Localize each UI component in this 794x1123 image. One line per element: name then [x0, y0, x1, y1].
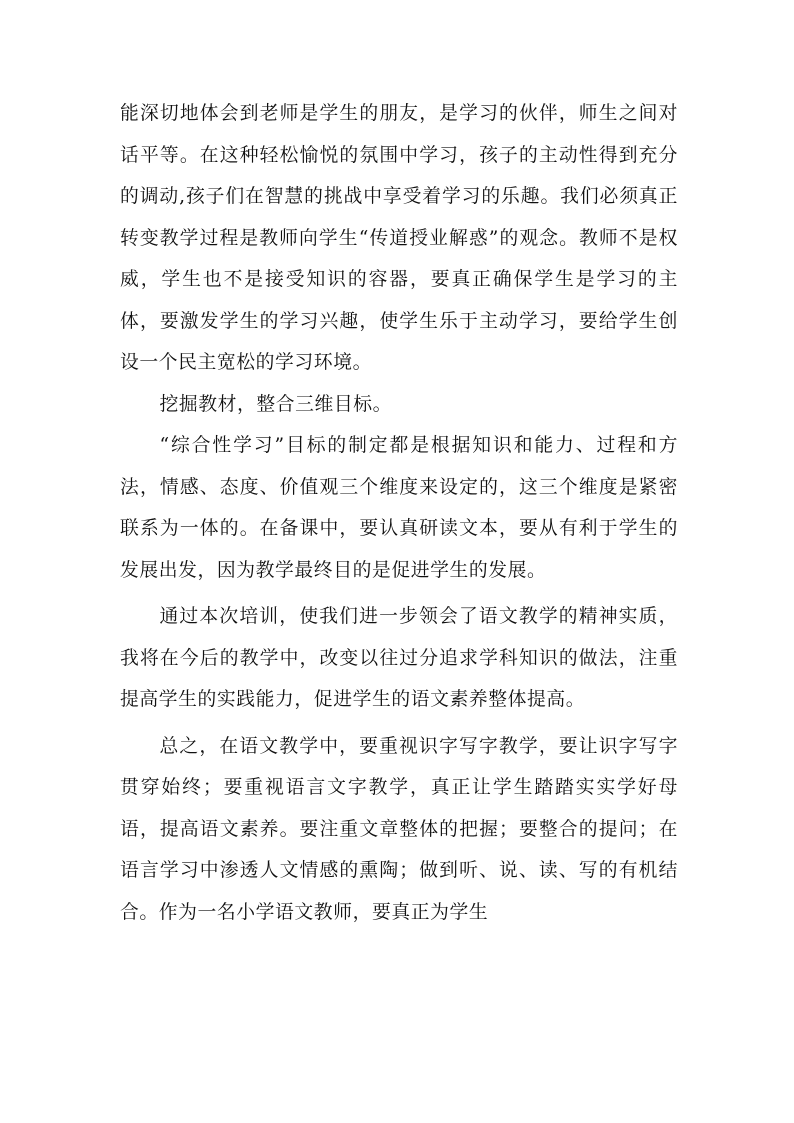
paragraph-summary: 总之，在语文教学中，要重视识字写字教学，要让识字写字贯穿始终；要重视语言文字教学，真正让学生踏踏实实学好母语，提高语文素养。要注重文章整体的把握；要整合的提问；在语言学习中渗透人文情感的熏陶；做到听、说、读、写的有机结合。作为一名小学语文教师，要真正为学生: [120, 735, 678, 923]
paragraph-training-reflection: 通过本次培训，使我们进一步领会了语文教学的精神实质，我将在今后的教学中，改变以往过分追求学科知识的做法，注重提高学生的实践能力，促进学生的语文素养整体提高。: [120, 606, 678, 710]
paragraph-heading-teaching-material: 挖掘教材，整合三维目标。: [159, 393, 393, 415]
paragraph-comprehensive-learning: “综合性学习”目标的制定都是根据知识和能力、过程和方法，情感、态度、价值观三个维度来设定的，这三个维度是紧密联系为一体的。在备课中，要认真研读文本，要从有利于学生的发展出发，因为教学最终目的是促进学生的发展。: [120, 435, 678, 581]
paragraph-continuation: 能深切地体会到老师是学生的朋友，是学习的伙伴，师生之间对话平等。在这种轻松愉悦的氛围中学习，孩子的主动性得到充分的调动,孩子们在智慧的挑战中享受着学习的乐趣。我们必须真正转变教学过程是教师向学生“传道授业解惑”的观念。教师不是权威，学生也不是接受知识的容器，要真正确保学生是学习的主体，要激发学生的学习兴趣，使学生乐于主动学习，要给学生创设一个民主宽松的学习环境。: [120, 103, 678, 373]
document-body: [120, 93, 678, 933]
